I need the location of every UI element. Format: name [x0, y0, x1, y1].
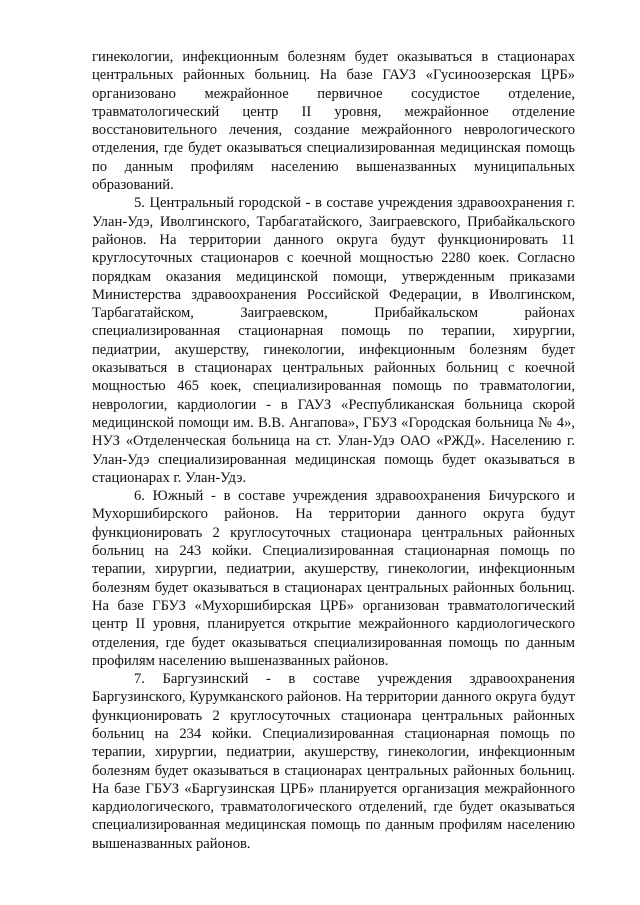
document-page — [92, 48, 575, 853]
paragraph-central-district: 5. Центральный городской - в составе учреждения здравоохранения г. Улан-Удэ, Иволгинского, Тарбагатайского, Заиграевского, Прибайкальского районов. На территории данного округа будут функционировать 11 круглосуточных стационаров с коечной мощностью 2280 коек. Согласно порядкам оказания медицинской помощи, утвержденным приказами Министерства здравоохранения Российской Федерации, в Иволгинском, Тарбагатайском, Заиграевском, Прибайкальском районах специализированная стационарная помощь по терапии, хирургии, педиатрии, акушерству, гинекологии, инфекционным болезням будет оказываться в стационарах центральных районных больниц с коечной мощностью 465 коек, специализированная помощь по травматологии, неврологии, кардиологии - в ГАУЗ «Республиканская больница скорой медицинской помощи им. В.В. Ангапова», ГБУЗ «Городская больница № 4», НУЗ «Отделенческая больница на ст. Улан-Удэ ОАО «РЖД». Населению г. Улан-Удэ специализированная медицинская помощь будет оказываться в стационарах г. Улан-Удэ. — [92, 195, 575, 486]
paragraph-south-district: 6. Южный - в составе учреждения здравоохранения Бичурского и Мухоршибирского районов. На территории данного округа будут функционировать 2 круглосуточных стационара центральных районных больниц на 243 койки. Специализированная стационарная помощь по терапии, хирургии, педиатрии, акушерству, гинекологии, инфекционным болезням будет оказываться в стационарах центральных районных больниц. На базе ГБУЗ «Мухоршибирская ЦРБ» организован травматологический центр II уровня, планируется открытие межрайонного кардиологического отделения, где будет оказываться специализированная помощь по данным профилям населению вышеназванных районов. — [92, 488, 575, 669]
paragraph-continued: гинекологии, инфекционным болезням будет оказываться в стационарах центральных районных больниц. На базе ГАУЗ «Гусиноозерская ЦРБ» организовано межрайонное первичное сосудистое отделение, травматологический центр II уровня, межрайонное отделение восстановительного лечения, создание межрайонного неврологического отделения, где будет оказываться специализированная медицинская помощь по данным профилям населению вышеназванных муниципальных образований. — [92, 49, 575, 194]
paragraph-barguzin-district: 7. Баргузинский - в составе учреждения здравоохранения Баргузинского, Курумканского районов. На территории данного округа будут функционировать 2 круглосуточных стационара центральных районных больниц на 234 койки. Специализированная стационарная помощь по терапии, хирургии, педиатрии, акушерству, гинекологии, инфекционным болезням будет оказываться в стационарах центральных районных больниц. На базе ГБУЗ «Баргузинская ЦРБ» планируется организация межрайонного кардиологического, травматологического отделений, где будет оказываться специализированная медицинская помощь по данным профилям населению вышеназванных районов. — [92, 671, 575, 852]
